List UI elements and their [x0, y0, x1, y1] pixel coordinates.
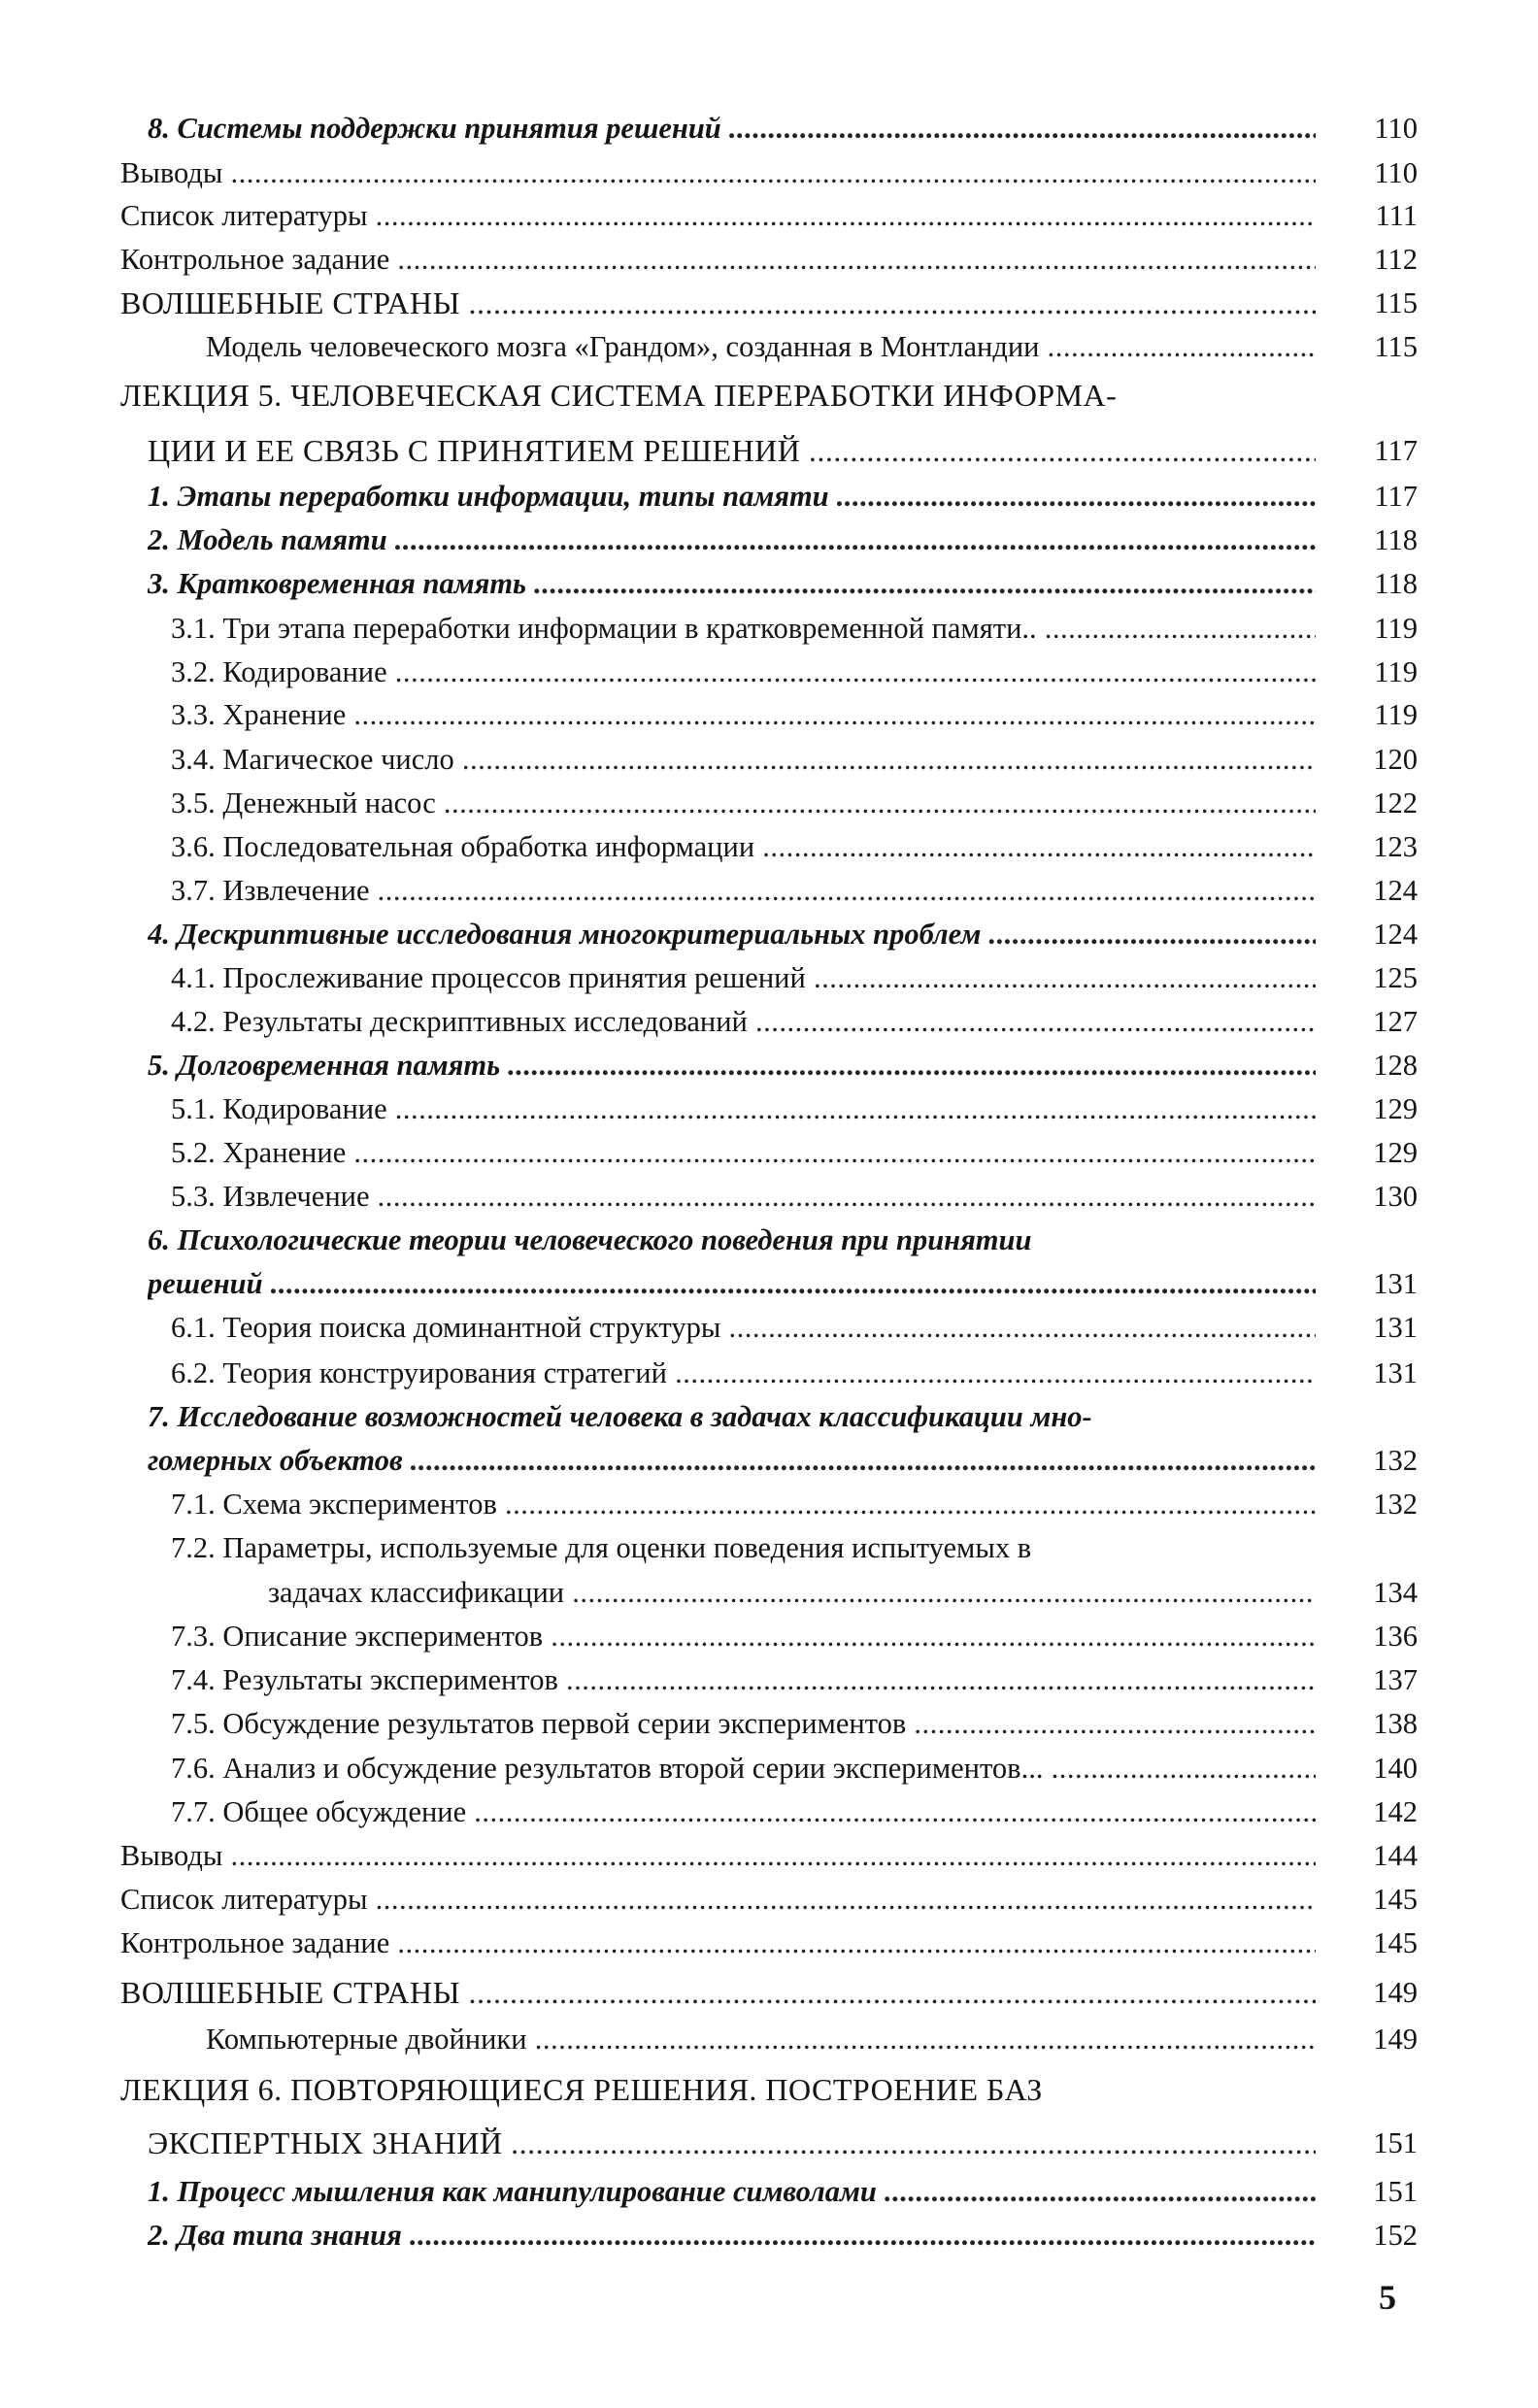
toc-entry-title: 3.4. Магическое число ..... — [171, 738, 1316, 781]
toc-entry-title: 5.2. Хранение ..... — [171, 1131, 1316, 1174]
toc-entry-title: 4.1. Прослеживание процессов принятия решений ..... — [171, 956, 1316, 999]
toc-entry-title: 5. Долговременная память ..... — [148, 1044, 1316, 1087]
toc-entry-page: 149 — [1373, 2023, 1418, 2056]
toc-entry — [171, 738, 1418, 781]
toc-entry-title: 7.7. Общее обсуждение ..... — [171, 1790, 1316, 1833]
toc-entry-title: 3.2. Кодирование ..... — [171, 651, 1316, 693]
toc-entry-page: 130 — [1373, 1180, 1418, 1213]
toc-entry-title: 7.6. Анализ и обсуждение результатов второй серии экспериментов... ..... — [171, 1747, 1316, 1789]
toc-entry-page: 136 — [1373, 1620, 1418, 1653]
toc-entry-title: Компьютерные двойники ..... — [206, 2018, 1316, 2060]
toc-entry — [148, 2122, 1418, 2164]
toc-entry-title: 3.1. Три этапа переработки информации в кратковременной памяти.. ..... — [171, 607, 1316, 650]
toc-entry — [171, 1615, 1418, 1657]
toc-entry — [120, 151, 1418, 194]
toc-entry — [120, 238, 1418, 281]
toc-entry-page: 122 — [1373, 786, 1418, 819]
toc-entry-page: 132 — [1373, 1488, 1418, 1521]
toc-entry-page: 110 — [1374, 156, 1418, 189]
toc-entry-page: 131 — [1373, 1311, 1418, 1344]
toc-entry-title: ЛЕКЦИЯ 6. ПОВТОРЯЮЩИЕСЯ РЕШЕНИЯ. ПОСТРОЕНИЕ БАЗ — [120, 2072, 1043, 2107]
toc-entry — [171, 651, 1418, 693]
toc-entry-page: 115 — [1374, 286, 1418, 319]
toc-entry-title: 6. Психологические теории человеческого поведения при принятии — [148, 1223, 1032, 1256]
toc-entry — [148, 475, 1418, 518]
toc-entry-title: 5.1. Кодирование ..... — [171, 1087, 1316, 1130]
toc-entry-page: 119 — [1374, 612, 1418, 645]
toc-entry — [171, 1175, 1418, 1218]
toc-entry-page: 124 — [1373, 918, 1418, 951]
toc-entry-page: 140 — [1373, 1752, 1418, 1785]
toc-entry-page: 151 — [1373, 2126, 1418, 2159]
toc-entry-page: 118 — [1374, 523, 1418, 556]
toc-entry-title: 3.3. Хранение ..... — [171, 693, 1316, 736]
toc-entry — [148, 913, 1418, 955]
toc-entry-title: 5.3. Извлечение ..... — [171, 1175, 1316, 1218]
toc-entry-page: 118 — [1374, 567, 1418, 600]
toc-entry-title: 7.1. Схема экспериментов ..... — [171, 1483, 1316, 1525]
toc-entry — [148, 1219, 1418, 1261]
toc-entry-page: 131 — [1373, 1356, 1418, 1389]
toc-entry-title: 2. Два типа знания ..... — [148, 2214, 1316, 2257]
toc-entry-title: Выводы ..... — [120, 151, 1316, 194]
toc-entry-page: 110 — [1374, 112, 1418, 145]
toc-entry — [171, 1702, 1418, 1745]
toc-entry-title: 3.7. Извлечение ..... — [171, 869, 1316, 912]
toc-entry-page: 128 — [1373, 1049, 1418, 1082]
toc-entry — [120, 1922, 1418, 1964]
toc-entry — [148, 2214, 1418, 2257]
toc-entry-title: 2. Модель памяти ..... — [148, 518, 1316, 561]
toc-entry-title: Список литературы ..... — [120, 1878, 1316, 1921]
toc-entry — [148, 1044, 1418, 1087]
toc-entry-title: ЛЕКЦИЯ 5. ЧЕЛОВЕЧЕСКАЯ СИСТЕМА ПЕРЕРАБОТКИ ИНФОРМА- — [120, 378, 1118, 413]
toc-entry-title: 6.2. Теория конструирования стратегий ..... — [171, 1352, 1316, 1394]
toc-entry-title: 4.2. Результаты дескриптивных исследований ..... — [171, 1000, 1316, 1043]
toc-entry — [171, 1000, 1418, 1043]
toc-entry — [171, 956, 1418, 999]
toc-entry — [120, 194, 1418, 237]
toc-entry-page: 119 — [1374, 698, 1418, 731]
toc-entry — [171, 1131, 1418, 1174]
toc-entry — [148, 2170, 1418, 2213]
toc-entry-title: решений ..... — [148, 1262, 1316, 1305]
toc-entry-page: 124 — [1373, 874, 1418, 907]
toc-entry-page: 145 — [1373, 1926, 1418, 1959]
toc-entry-page: 117 — [1374, 434, 1418, 467]
toc-entry-page: 129 — [1373, 1136, 1418, 1169]
toc-entry-page: 138 — [1373, 1707, 1418, 1740]
toc-entry — [268, 1571, 1418, 1614]
toc-entry-page: 111 — [1375, 199, 1418, 232]
toc-entry — [171, 693, 1418, 736]
toc-entry-title: 7. Исследование возможностей человека в задачах классификации мно- — [148, 1400, 1092, 1433]
toc-entry-title: Список литературы ..... — [120, 194, 1316, 237]
toc-entry-title: 3. Кратковременная память ..... — [148, 562, 1316, 605]
toc-entry — [206, 325, 1418, 368]
toc-entry-page: 129 — [1373, 1092, 1418, 1125]
toc-entry-page: 137 — [1373, 1663, 1418, 1696]
toc-entry-page: 142 — [1373, 1795, 1418, 1828]
toc-entry-page: 144 — [1373, 1839, 1418, 1872]
toc-entry-title: Выводы ..... — [120, 1834, 1316, 1877]
toc-entry — [171, 1087, 1418, 1130]
toc-entry — [148, 1262, 1418, 1305]
toc-entry-page: 115 — [1374, 330, 1418, 363]
toc-entry — [120, 282, 1418, 324]
toc-entry-page: 134 — [1373, 1576, 1418, 1609]
toc-entry-page: 117 — [1374, 480, 1418, 513]
toc-entry-title: ВОЛШЕБНЫЕ СТРАНЫ ..... — [120, 1971, 1316, 2014]
toc-entry — [148, 1395, 1418, 1438]
toc-entry — [171, 782, 1418, 824]
toc-entry — [120, 1834, 1418, 1877]
toc-entry — [206, 2018, 1418, 2060]
toc-entry-page: 127 — [1373, 1005, 1418, 1038]
toc-entry-title: Модель человеческого мозга «Грандом», созданная в Монтландии ..... — [206, 325, 1316, 368]
toc-entry — [148, 518, 1418, 561]
toc-entry-title: 7.2. Параметры, используемые для оценки поведения испытуемых в — [171, 1531, 1032, 1564]
toc-entry — [171, 1790, 1418, 1833]
toc-entry-title: 8. Системы поддержки принятия решений ..... — [148, 107, 1316, 150]
toc-entry-page: 145 — [1373, 1883, 1418, 1916]
toc-entry — [171, 869, 1418, 912]
toc-entry-page: 123 — [1373, 830, 1418, 863]
toc-entry-title: ЭКСПЕРТНЫХ ЗНАНИЙ ..... — [148, 2122, 1316, 2164]
toc-entry — [120, 1971, 1418, 2014]
toc-entry-title: задачах классификации ..... — [268, 1571, 1316, 1614]
toc-entry-title: Контрольное задание ..... — [120, 1922, 1316, 1964]
toc-entry-title: 6.1. Теория поиска доминантной структуры ..... — [171, 1306, 1316, 1349]
toc-entry — [120, 1878, 1418, 1921]
toc-entry — [171, 1747, 1418, 1789]
toc-entry — [171, 1658, 1418, 1701]
toc-entry — [148, 107, 1418, 150]
toc-entry-page: 151 — [1373, 2175, 1418, 2208]
toc-entry-title: ВОЛШЕБНЫЕ СТРАНЫ ..... — [120, 282, 1316, 324]
toc-entry-title: 7.4. Результаты экспериментов ..... — [171, 1658, 1316, 1701]
toc-entry-page: 132 — [1373, 1444, 1418, 1477]
toc-entry — [171, 1526, 1418, 1569]
toc-entry-title: гомерных объектов ..... — [148, 1439, 1316, 1482]
toc-entry-title: 1. Этапы переработки информации, типы памяти ..... — [148, 475, 1316, 518]
toc-entry — [148, 562, 1418, 605]
toc-entry — [171, 1352, 1418, 1394]
toc-entry-page: 152 — [1373, 2219, 1418, 2252]
toc-entry-page: 131 — [1373, 1267, 1418, 1300]
toc-entry-title: 7.5. Обсуждение результатов первой серии экспериментов ..... — [171, 1702, 1316, 1745]
toc-entry — [120, 374, 1418, 417]
toc-entry-page: 120 — [1373, 743, 1418, 776]
toc-entry-title: 3.6. Последовательная обработка информации ..... — [171, 825, 1316, 868]
toc-entry — [120, 2068, 1418, 2111]
toc-entry-page: 119 — [1374, 655, 1418, 688]
toc-entry — [148, 1439, 1418, 1482]
toc-entry-title: ЦИИ И ЕЕ СВЯЗЬ С ПРИНЯТИЕМ РЕШЕНИЙ ..... — [148, 429, 1316, 472]
toc-entry-title: 3.5. Денежный насос ..... — [171, 782, 1316, 824]
toc-entry — [148, 429, 1418, 472]
toc-entry — [171, 607, 1418, 650]
toc-entry-title: Контрольное задание ..... — [120, 238, 1316, 281]
toc-entry-title: 4. Дескриптивные исследования многокритериальных проблем ..... — [148, 913, 1316, 955]
toc-entry — [171, 1306, 1418, 1349]
page-number: 5 — [1379, 2278, 1396, 2317]
toc-entry-title: 1. Процесс мышления как манипулирование символами ..... — [148, 2170, 1316, 2213]
toc-entry — [171, 825, 1418, 868]
toc-entry-title: 7.3. Описание экспериментов ..... — [171, 1615, 1316, 1657]
toc-entry-page: 125 — [1373, 961, 1418, 994]
toc-entry — [171, 1483, 1418, 1525]
toc-entry-page: 149 — [1373, 1976, 1418, 2009]
toc-entry-page: 112 — [1374, 243, 1418, 276]
